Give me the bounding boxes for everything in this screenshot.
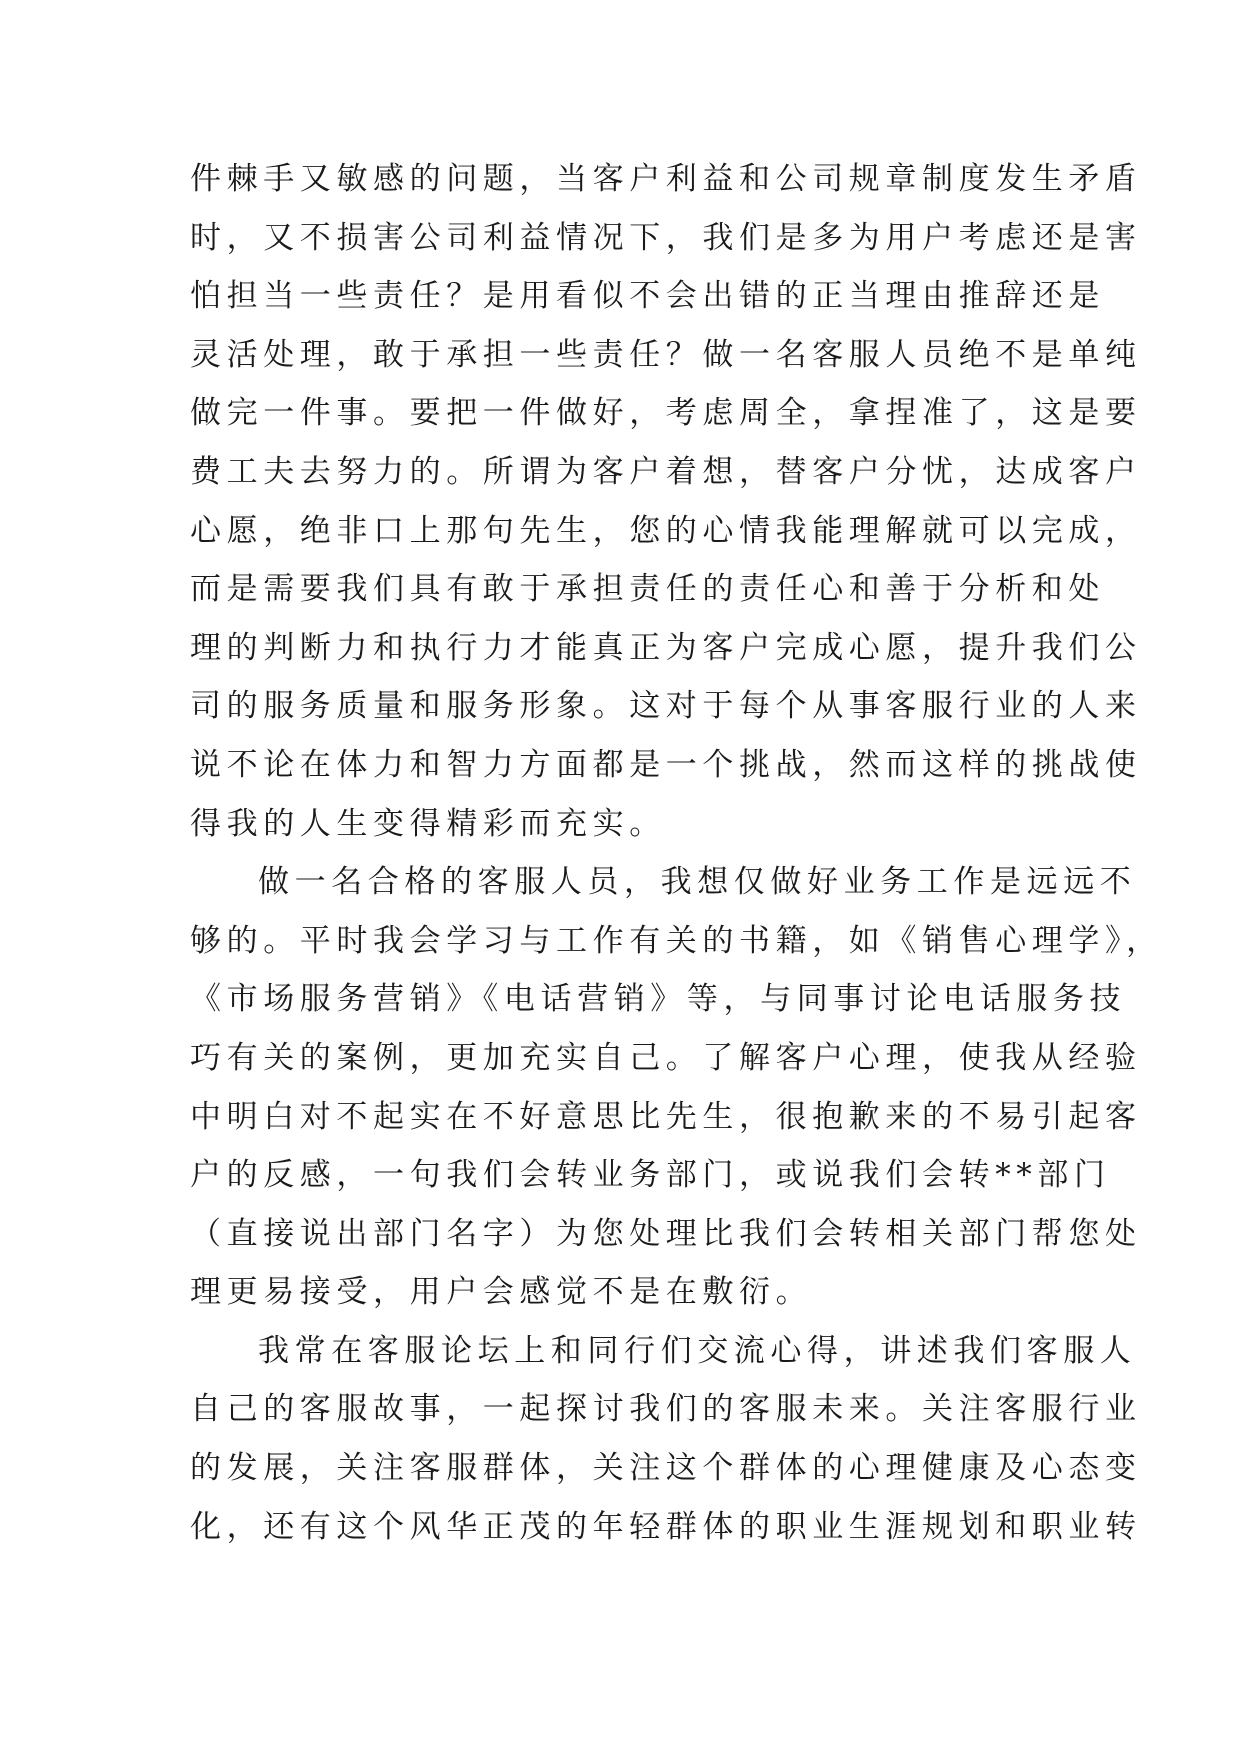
document-body bbox=[190, 150, 1163, 1556]
text-line: 灵活处理，敢于承担一些责任？做一名客服人员绝不是单纯 bbox=[190, 336, 1142, 373]
text-line: 《市场服务营销》《电话营销》等，与同事讨论电话服务技 bbox=[190, 981, 1127, 1018]
text-line: 理的判断力和执行力才能真正为客户完成心愿，提升我们公 bbox=[190, 629, 1142, 666]
text-line: 而是需要我们具有敢于承担责任的责任心和善于分析和处 bbox=[190, 571, 1105, 608]
paragraph-first-line: 做一名合格的客服人员，我想仅做好业务工作是远远不 bbox=[258, 864, 1137, 901]
text-line: 心愿，绝非口上那句先生，您的心情我能理解就可以完成， bbox=[190, 512, 1142, 549]
text-line: 做完一件事。要把一件做好，考虑周全，拿捏准了，这是要 bbox=[190, 395, 1142, 432]
text-line: 自己的客服故事，一起探讨我们的客服未来。关注客服行业 bbox=[190, 1391, 1142, 1428]
text-line: 司的服务质量和服务形象。这对于每个从事客服行业的人来 bbox=[190, 688, 1142, 725]
text-line: 说不论在体力和智力方面都是一个挑战，然而这样的挑战使 bbox=[190, 746, 1142, 783]
text-line: （直接说出部门名字）为您处理比我们会转相关部门帮您处 bbox=[190, 1215, 1142, 1252]
text-line: 的发展，关注客服群体，关注这个群体的心理健康及心态变 bbox=[190, 1450, 1142, 1487]
text-line: 时，又不损害公司利益情况下，我们是多为用户考虑还是害 bbox=[190, 219, 1142, 256]
text-line: 化，还有这个风华正茂的年轻群体的职业生涯规划和职业转 bbox=[190, 1508, 1142, 1545]
text-line: 户的反感，一句我们会转业务部门，或说我们会转**部门 bbox=[190, 1157, 1111, 1194]
paragraph-first-line: 我常在客服论坛上和同行们交流心得，讲述我们客服人 bbox=[258, 1332, 1137, 1369]
text-line: 件棘手又敏感的问题，当客户利益和公司规章制度发生矛盾 bbox=[190, 161, 1142, 197]
text-line: 费工夫去努力的。所谓为客户着想，替客户分忧，达成客户 bbox=[190, 453, 1142, 490]
text-line: 怕担当一些责任？是用看似不会出错的正当理由推辞还是 bbox=[190, 278, 1105, 315]
text-line: 够的。平时我会学习与工作有关的书籍，如《销售心理学》， bbox=[190, 922, 1163, 959]
text-line: 中明白对不起实在不好意思比先生，很抱歉来的不易引起客 bbox=[190, 1098, 1142, 1135]
text-line: 得我的人生变得精彩而充实。 bbox=[190, 805, 666, 842]
text-line: 巧有关的案例，更加充实自己。了解客户心理，使我从经验 bbox=[190, 1039, 1142, 1076]
text-line: 理更易接受，用户会感觉不是在敷衍。 bbox=[190, 1274, 813, 1311]
